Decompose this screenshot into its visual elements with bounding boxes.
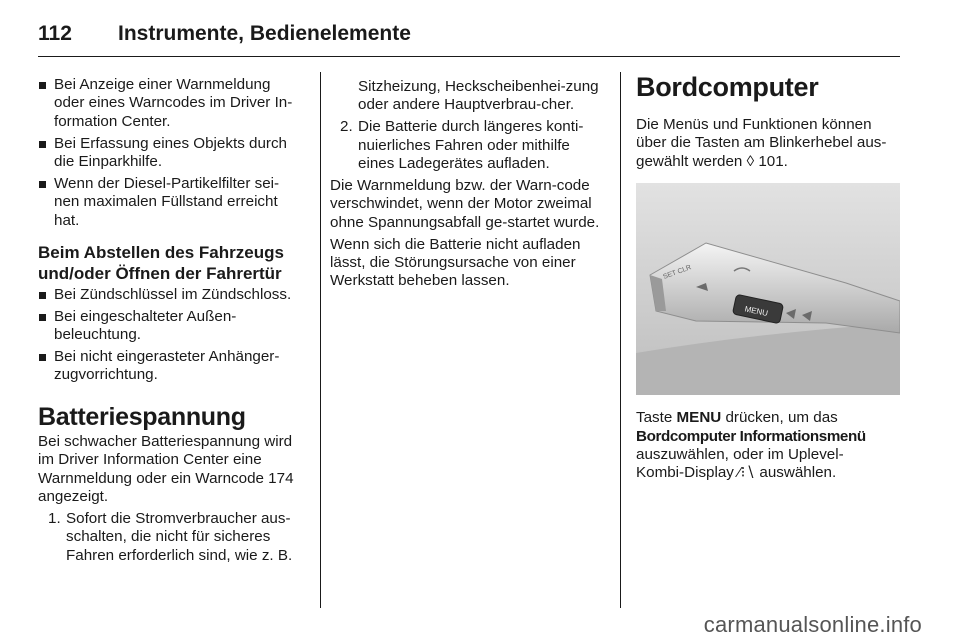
step-continuation: Sitzheizung, Heckscheibenhei-zung oder andere Hauptverbrau-cher. xyxy=(358,78,599,114)
paragraph: Wenn sich die Batterie nicht aufladen lässt, die Störungsursache von einer Werkstatt beheben lassen. xyxy=(330,235,581,290)
battery-intro: Bei schwacher Batteriespannung wird im Driver Information Center eine Warnmeldung oder ein Warncode 174 angezeigt. xyxy=(38,432,294,506)
section-heading-batteriespannung: Batteriespannung xyxy=(38,402,246,431)
turn-signal-lever-image xyxy=(636,183,900,395)
bordcomputer-intro: Die Menüs und Funktionen können über die Tasten am Blinkerhebel aus-gewählt werden ◊ 101. xyxy=(636,116,887,170)
step-item xyxy=(330,118,608,173)
caption-line: Kombi-Display ⁄⁝∖ auswählen. xyxy=(636,464,837,482)
subheading-abstellen: Beim Abstellen des Fahrzeugs und/oder Öffnen der Fahrertür xyxy=(38,243,284,283)
step-item xyxy=(38,510,304,565)
list-item: Bei eingeschalteter Außen-beleuchtung. xyxy=(38,308,304,345)
step-text: Die Batterie durch längeres konti-nuierliches Fahren oder mithilfe eines Ladegerätes aufladen. xyxy=(358,118,584,173)
step-number: 1. xyxy=(48,510,61,528)
list-item: Bei Zündschlüssel im Zündschloss. xyxy=(38,286,304,304)
figure-caption xyxy=(636,409,902,427)
list-item: Bei Anzeige einer Warnmeldung oder eines Warncodes im Driver In-formation Center. xyxy=(38,76,304,131)
step-number: 2. xyxy=(340,118,353,136)
column-middle xyxy=(330,78,608,294)
menu-name: Bordcomputer Informationsmenü xyxy=(636,427,866,445)
column-right xyxy=(636,72,902,486)
section-heading-bordcomputer: Bordcomputer xyxy=(636,72,819,102)
step-text: Sofort die Stromverbraucher aus-schalten, die nicht für sicheres Fahren erforderlich sind, wie z. B. xyxy=(66,510,293,564)
caption-menu-name xyxy=(636,428,902,446)
column-divider xyxy=(620,72,621,608)
list-item: Bei nicht eingerasteter Anhänger-zugvorrichtung. xyxy=(38,348,304,385)
page-header xyxy=(38,18,900,57)
page-number: 112 xyxy=(38,22,72,45)
page-title: Instrumente, Bedienelemente xyxy=(118,22,411,45)
paragraph: Die Warnmeldung bzw. der Warn-code verschwindet, wenn der Motor zweimal ohne Spannungsabfall ge-startet wurde. xyxy=(330,176,600,231)
set-clr-label: SET CLR xyxy=(662,264,693,282)
lever-illustration xyxy=(636,183,900,395)
caption-text: Taste xyxy=(636,409,677,427)
caption-line: auszuwählen, oder im Uplevel- xyxy=(636,446,844,464)
watermark: carmanualsonline.info xyxy=(703,612,922,637)
menu-key: MENU xyxy=(676,409,722,427)
list-item: Bei Erfassung eines Objekts durch die Einparkhilfe. xyxy=(38,135,304,172)
list-item: Wenn der Diesel-Partikelfilter sei-nen maximalen Füllstand erreicht hat. xyxy=(38,175,304,230)
column-left xyxy=(38,76,304,569)
column-divider xyxy=(320,72,321,608)
menu-button-label: MENU xyxy=(743,304,769,319)
caption-text: drücken, um das xyxy=(721,409,838,427)
